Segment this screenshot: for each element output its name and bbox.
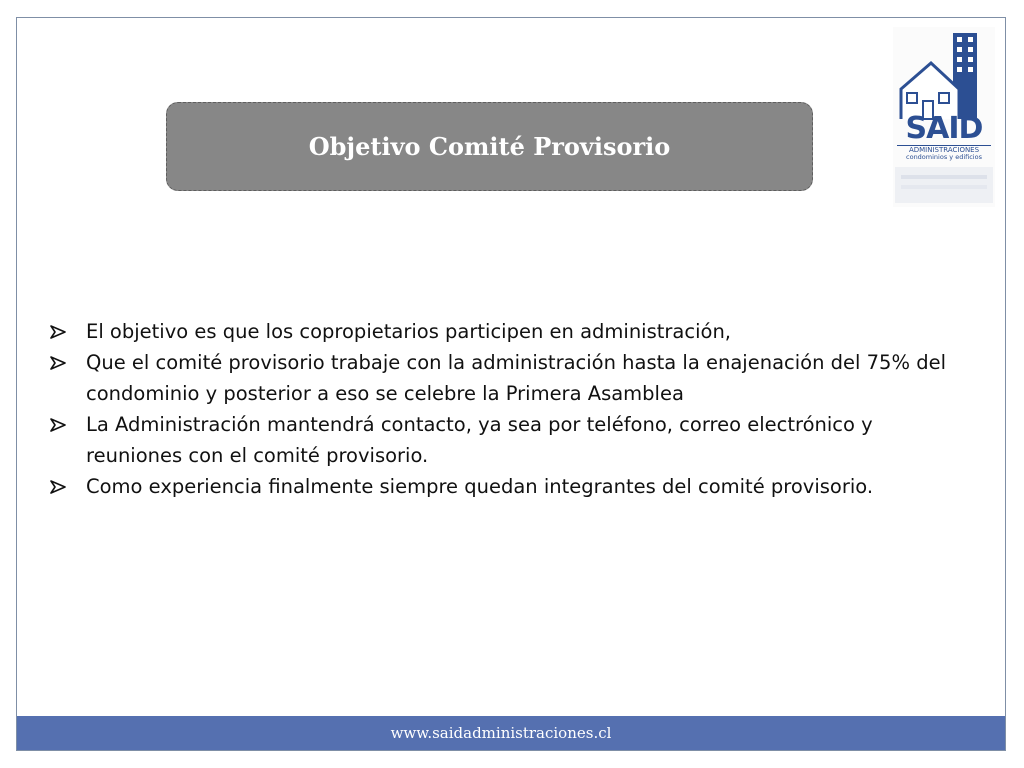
title-banner — [166, 102, 813, 191]
slide-title: Objetivo Comité Provisorio — [308, 132, 671, 161]
arrowhead-bullet-icon — [50, 356, 66, 370]
logo-line1: ADMINISTRACIONES — [897, 145, 991, 154]
bullet-list — [48, 316, 948, 502]
bullet-item — [48, 409, 948, 471]
arrowhead-bullet-icon — [50, 418, 66, 432]
logo-name: SAID — [905, 111, 983, 146]
bullet-item — [48, 471, 948, 502]
arrowhead-bullet-icon — [50, 480, 66, 494]
bullet-item — [48, 316, 948, 347]
said-logo — [893, 27, 995, 207]
bullet-text: Como experiencia finalmente siempre quedan integrantes del comité provisorio. — [86, 475, 874, 498]
footer-url[interactable]: www.saidadministraciones.cl — [390, 724, 612, 742]
bullet-text: Que el comité provisorio trabaje con la administración hasta la enajenación del 75% del condominio y posterior a eso se celebre la Primera Asamblea — [86, 351, 946, 405]
logo-line2: condominios y edificios — [906, 153, 982, 161]
bullet-text: El objetivo es que los copropietarios participen en administración, — [86, 320, 731, 343]
footer-bar — [17, 716, 1005, 750]
bullet-item — [48, 347, 948, 409]
bullet-text: La Administración mantendrá contacto, ya sea por teléfono, correo electrónico y reuniones con el comité provisorio. — [86, 413, 873, 467]
arrowhead-bullet-icon — [50, 325, 66, 339]
